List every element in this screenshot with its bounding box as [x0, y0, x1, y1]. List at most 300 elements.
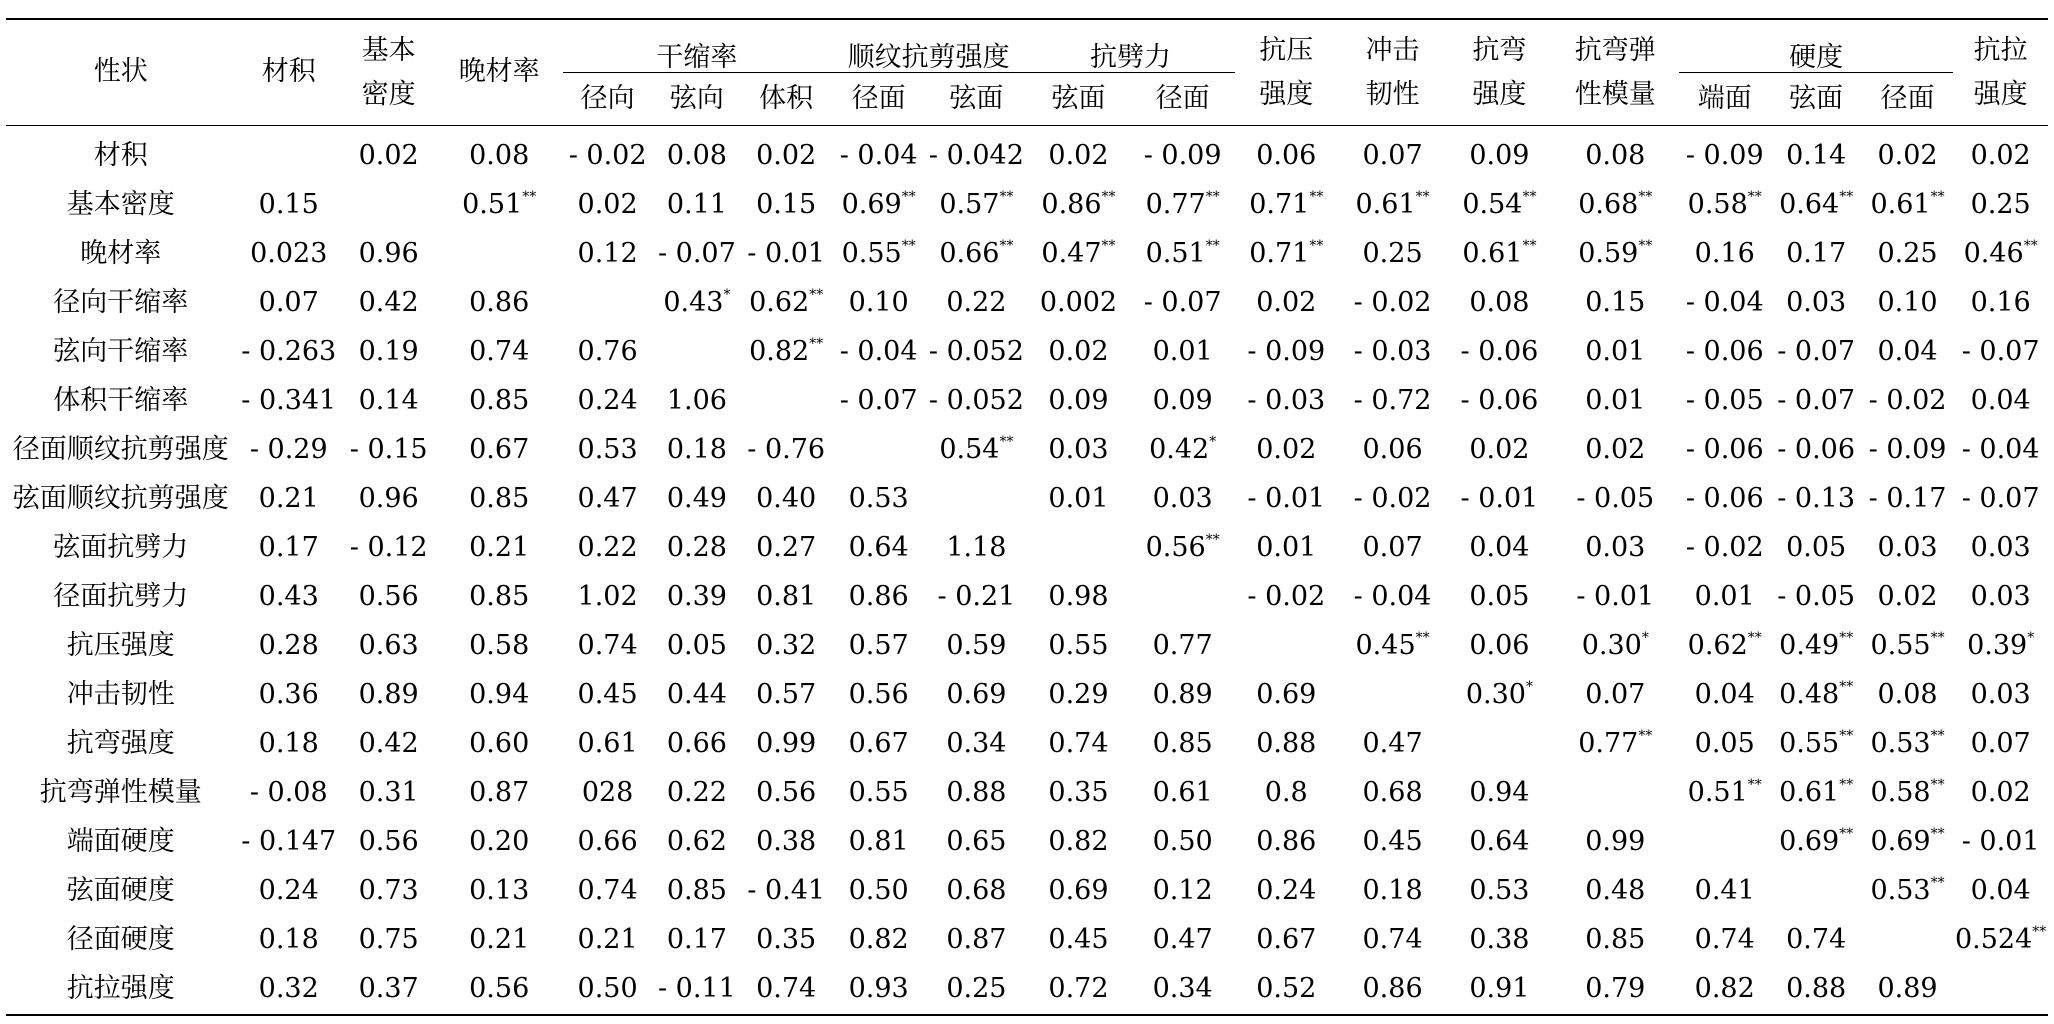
table-cell — [1235, 426, 1338, 475]
table-cell — [1862, 126, 1953, 182]
table-body — [6, 126, 2048, 1016]
cell-value: - 0.06 — [1685, 434, 1764, 466]
table-cell — [1953, 573, 2048, 622]
table-cell — [1338, 475, 1447, 524]
cell-value: 0.74 — [756, 973, 817, 1005]
cell-value: 0.36 — [258, 679, 319, 711]
cell-value: - 0.07 — [839, 385, 918, 417]
table-cell — [652, 965, 741, 1015]
table-cell — [1447, 524, 1551, 573]
cell-value: 0.67 — [469, 434, 530, 466]
table-cell — [1338, 916, 1447, 965]
table-cell — [563, 720, 652, 769]
cell-value: 0.09 — [1469, 140, 1530, 172]
table-cell — [1953, 279, 2048, 328]
cell-value: 0.17 — [258, 532, 319, 564]
significance-mark: ** — [1309, 238, 1324, 255]
row-label: 径面硬度 — [66, 924, 175, 956]
cell-value: 0.14 — [1786, 140, 1847, 172]
table-cell — [1862, 818, 1953, 867]
cell-value: - 0.04 — [839, 336, 918, 368]
cell-value: 0.56 — [358, 581, 419, 613]
table-cell — [831, 720, 927, 769]
cell-value: - 0.04 — [1961, 434, 2040, 466]
row-label: 径向干缩率 — [53, 287, 189, 319]
table-row — [6, 622, 2048, 671]
table-cell — [926, 573, 1026, 622]
table-cell — [1551, 377, 1679, 426]
table-cell — [342, 671, 436, 720]
cell-value: 0.68 — [1362, 777, 1423, 809]
cell-value: 0.34 — [946, 728, 1007, 760]
table-cell — [1551, 622, 1679, 671]
table-cell — [1862, 230, 1953, 279]
header-density: 基本 密度 — [342, 19, 436, 126]
cell-value: 0.86 — [469, 287, 530, 319]
header-cleavage-group: 抗劈力 — [1026, 19, 1234, 73]
significance-mark: ** — [809, 287, 824, 304]
table-cell — [1770, 328, 1861, 377]
table-cell — [563, 573, 652, 622]
header-volume: 材积 — [236, 19, 342, 126]
table-cell — [652, 818, 741, 867]
cell-value: 0.69 — [1048, 875, 1109, 907]
significance-mark: ** — [1839, 728, 1854, 745]
table-cell — [342, 230, 436, 279]
cell-value: - 0.263 — [241, 336, 337, 368]
table-row — [6, 126, 2048, 182]
table-header — [6, 19, 2048, 126]
table-cell — [1131, 573, 1235, 622]
table-cell — [742, 769, 831, 818]
cell-value: 0.08 — [1877, 679, 1938, 711]
table-cell — [1338, 377, 1447, 426]
cell-value: 0.42 — [358, 728, 419, 760]
table-cell — [342, 126, 436, 182]
significance-mark: ** — [1205, 189, 1220, 206]
table-cell — [563, 279, 652, 328]
table-cell — [1026, 126, 1130, 182]
cell-value: 0.64 — [1779, 189, 1840, 221]
cell-value: 0.02 — [1585, 434, 1646, 466]
table-cell — [1447, 622, 1551, 671]
cell-value: 0.45 — [577, 679, 638, 711]
table-cell — [1953, 769, 2048, 818]
cell-value: 0.18 — [1362, 875, 1423, 907]
table-cell — [236, 965, 342, 1015]
table-cell — [1131, 328, 1235, 377]
table-cell — [1679, 622, 1770, 671]
table-cell — [342, 377, 436, 426]
table-cell — [1551, 671, 1679, 720]
table-cell — [1953, 671, 2048, 720]
cell-value: 0.15 — [756, 189, 817, 221]
table-cell — [1679, 181, 1770, 230]
table-cell — [652, 230, 741, 279]
cell-value: 028 — [581, 777, 634, 809]
cell-value: 0.04 — [1970, 385, 2031, 417]
cell-value: - 0.13 — [1777, 483, 1856, 515]
table-cell — [1235, 573, 1338, 622]
table-cell — [1447, 769, 1551, 818]
cell-value: 0.28 — [258, 630, 319, 662]
cell-value: 0.77 — [1152, 630, 1213, 662]
cell-value: 0.16 — [1970, 287, 2031, 319]
cell-value: 0.39 — [666, 581, 727, 613]
cell-value: - 0.05 — [1685, 385, 1764, 417]
cell-value: 0.02 — [1256, 287, 1317, 319]
cell-value: 0.58 — [1870, 777, 1931, 809]
cell-value: 0.66 — [577, 826, 638, 858]
table-cell — [1447, 230, 1551, 279]
cell-value: 0.21 — [258, 483, 319, 515]
cell-value: - 0.06 — [1460, 385, 1539, 417]
cell-value: 0.53 — [1870, 728, 1931, 760]
table-cell — [1770, 126, 1861, 182]
cell-value: 0.51 — [462, 189, 523, 221]
table-cell — [742, 818, 831, 867]
table-cell — [1447, 573, 1551, 622]
cell-value: 0.04 — [1877, 336, 1938, 368]
table-cell — [652, 475, 741, 524]
row-label: 径面抗劈力 — [53, 581, 189, 613]
table-cell — [1131, 279, 1235, 328]
cell-value: 0.87 — [469, 777, 530, 809]
table-cell — [1953, 818, 2048, 867]
table-cell — [1862, 573, 1953, 622]
table-cell — [1235, 181, 1338, 230]
table-cell — [1131, 818, 1235, 867]
table-cell — [236, 126, 342, 182]
cell-value: 0.44 — [666, 679, 727, 711]
table-cell — [1447, 916, 1551, 965]
table-cell — [1131, 475, 1235, 524]
cell-value: 0.21 — [469, 924, 530, 956]
cell-value: 0.38 — [1469, 924, 1530, 956]
cell-value: 0.47 — [1041, 238, 1102, 270]
table-cell — [435, 867, 563, 916]
table-cell — [1131, 181, 1235, 230]
table-cell — [652, 867, 741, 916]
header-shear-tangential: 弦面 — [926, 73, 1026, 126]
cell-value: 0.49 — [666, 483, 727, 515]
table-cell — [1770, 818, 1861, 867]
cell-value: 0.01 — [1048, 483, 1109, 515]
table-cell — [742, 475, 831, 524]
table-cell — [1235, 720, 1338, 769]
cell-value: 0.002 — [1039, 287, 1118, 319]
cell-value: 0.03 — [1970, 581, 2031, 613]
table-cell — [1862, 524, 1953, 573]
table-cell — [1953, 230, 2048, 279]
table-cell — [1770, 867, 1861, 916]
cell-value: 0.10 — [848, 287, 909, 319]
cell-value: 0.38 — [756, 826, 817, 858]
table-cell — [435, 475, 563, 524]
table-cell — [1131, 867, 1235, 916]
header-hardness-tangential: 弦面 — [1770, 73, 1861, 126]
cell-value: 0.27 — [756, 532, 817, 564]
cell-value: 0.22 — [946, 287, 1007, 319]
table-cell — [1447, 328, 1551, 377]
cell-value: 0.89 — [1152, 679, 1213, 711]
table-cell — [831, 818, 927, 867]
table-cell — [742, 126, 831, 182]
table-cell — [1551, 573, 1679, 622]
significance-mark: * — [1209, 434, 1217, 451]
cell-value: 0.02 — [1970, 777, 2031, 809]
cell-value: 0.54 — [1462, 189, 1523, 221]
table-cell — [342, 181, 436, 230]
cell-value: 0.50 — [1152, 826, 1213, 858]
cell-value: 0.89 — [358, 679, 419, 711]
cell-value: 0.61 — [1462, 238, 1523, 270]
cell-value: 0.67 — [1256, 924, 1317, 956]
cell-value: - 0.41 — [747, 875, 826, 907]
cell-value: 0.74 — [469, 336, 530, 368]
cell-value: 0.48 — [1779, 679, 1840, 711]
table-cell — [1338, 622, 1447, 671]
header-tensile: 抗拉 强度 — [1953, 19, 2048, 126]
table-cell — [1862, 867, 1953, 916]
cell-value: 0.60 — [469, 728, 530, 760]
cell-value: 0.03 — [1585, 532, 1646, 564]
table-cell — [435, 524, 563, 573]
cell-value: 0.06 — [1256, 140, 1317, 172]
row-label: 抗拉强度 — [6, 965, 236, 1015]
table-cell — [1131, 916, 1235, 965]
significance-mark: ** — [1930, 875, 1945, 892]
cell-value: 0.88 — [1256, 728, 1317, 760]
table-row — [6, 426, 2048, 475]
cell-value: 0.69 — [1870, 826, 1931, 858]
cell-value: 0.58 — [469, 630, 530, 662]
significance-mark: ** — [1930, 777, 1945, 794]
cell-value: - 0.08 — [249, 777, 328, 809]
significance-mark: ** — [1638, 189, 1653, 206]
table-cell — [831, 671, 927, 720]
cell-value: 0.05 — [1786, 532, 1847, 564]
cell-value: 0.07 — [1585, 679, 1646, 711]
table-cell — [1131, 524, 1235, 573]
cell-value: 0.96 — [358, 483, 419, 515]
header-shear-radial: 径面 — [831, 73, 927, 126]
table-cell — [1679, 916, 1770, 965]
table-cell — [1551, 279, 1679, 328]
cell-value: 0.42 — [1149, 434, 1210, 466]
cell-value: 0.77 — [1578, 728, 1639, 760]
table-cell — [1447, 377, 1551, 426]
cell-value: 0.08 — [469, 140, 530, 172]
table-cell — [742, 328, 831, 377]
row-label: 端面硬度 — [66, 826, 175, 858]
table-cell — [563, 622, 652, 671]
cell-value: 0.04 — [1694, 679, 1755, 711]
table-cell — [1131, 720, 1235, 769]
cell-value: 0.22 — [577, 532, 638, 564]
correlation-table — [6, 18, 2048, 1016]
table-cell — [342, 720, 436, 769]
table-cell — [1770, 573, 1861, 622]
cell-value: 0.42 — [358, 287, 419, 319]
cell-value: 0.74 — [577, 875, 638, 907]
table-cell — [435, 916, 563, 965]
table-cell — [831, 916, 927, 965]
table-cell — [236, 867, 342, 916]
table-cell — [1551, 720, 1679, 769]
table-cell — [926, 328, 1026, 377]
table-cell — [435, 279, 563, 328]
cell-value: 0.94 — [1469, 777, 1530, 809]
cell-value: 0.13 — [469, 875, 530, 907]
cell-value: 0.82 — [1694, 973, 1755, 1005]
cell-value: 0.07 — [1970, 728, 2031, 760]
table-cell — [1026, 426, 1130, 475]
cell-value: 0.24 — [1256, 875, 1317, 907]
cell-value: 0.02 — [1256, 434, 1317, 466]
table-cell — [1551, 965, 1679, 1015]
table-cell — [1026, 671, 1130, 720]
table-cell — [1770, 475, 1861, 524]
table-row — [6, 769, 2048, 818]
significance-mark: ** — [522, 189, 537, 206]
table-cell — [236, 475, 342, 524]
header-shrinkage-group: 干缩率 — [563, 19, 831, 73]
significance-mark: ** — [1747, 777, 1762, 794]
significance-mark: * — [723, 287, 731, 304]
table-cell — [1447, 279, 1551, 328]
table-cell — [435, 126, 563, 182]
table-cell — [831, 328, 927, 377]
cell-value: 0.18 — [666, 434, 727, 466]
cell-value: 0.01 — [1585, 385, 1646, 417]
header-latewood: 晚材率 — [435, 19, 563, 126]
cell-value: 0.69 — [841, 189, 902, 221]
cell-value: 0.74 — [1362, 924, 1423, 956]
table-cell — [831, 426, 927, 475]
cell-value: 0.51 — [1687, 777, 1748, 809]
cell-value: - 0.06 — [1777, 434, 1856, 466]
cell-value: 0.04 — [1970, 875, 2031, 907]
cell-value: 0.55 — [841, 238, 902, 270]
cell-value: 1.06 — [666, 385, 727, 417]
cell-value: 0.05 — [1694, 728, 1755, 760]
cell-value: - 0.07 — [1777, 385, 1856, 417]
table-cell — [1551, 126, 1679, 182]
cell-value: 0.56 — [848, 679, 909, 711]
table-cell — [563, 867, 652, 916]
cell-value: 0.68 — [946, 875, 1007, 907]
cell-value: 0.34 — [1152, 973, 1213, 1005]
table-cell — [1131, 426, 1235, 475]
table-cell — [926, 475, 1026, 524]
cell-value: 1.02 — [577, 581, 638, 613]
significance-mark: ** — [1930, 728, 1945, 745]
table-cell — [926, 126, 1026, 182]
table-cell — [1862, 181, 1953, 230]
table-cell — [652, 377, 741, 426]
cell-value: 0.35 — [1048, 777, 1109, 809]
table-cell — [1679, 377, 1770, 426]
cell-value: - 0.06 — [1460, 336, 1539, 368]
table-row — [6, 720, 2048, 769]
table-cell — [1679, 867, 1770, 916]
cell-value: - 0.07 — [1961, 336, 2040, 368]
table-cell — [1770, 769, 1861, 818]
table-cell — [1770, 916, 1861, 965]
cell-value: 0.74 — [1048, 728, 1109, 760]
table-cell — [1862, 622, 1953, 671]
cell-value: 0.39 — [1967, 630, 2028, 662]
table-cell — [236, 818, 342, 867]
cell-value: 0.68 — [1578, 189, 1639, 221]
cell-value: 0.85 — [666, 875, 727, 907]
cell-value: 0.47 — [1362, 728, 1423, 760]
cell-value: 0.06 — [1362, 434, 1423, 466]
cell-value: 0.02 — [1877, 581, 1938, 613]
table-cell — [1447, 671, 1551, 720]
table-cell — [435, 818, 563, 867]
cell-value: 0.02 — [577, 189, 638, 221]
table-cell — [1551, 867, 1679, 916]
table-cell — [1679, 230, 1770, 279]
table-cell — [1862, 916, 1953, 965]
cell-value: 0.41 — [1694, 875, 1755, 907]
cell-value: 0.85 — [1152, 728, 1213, 760]
cell-value: 0.09 — [1152, 385, 1213, 417]
table-cell — [831, 867, 927, 916]
table-cell — [1447, 720, 1551, 769]
table-cell — [1131, 622, 1235, 671]
table-cell — [1026, 720, 1130, 769]
table-cell — [1235, 279, 1338, 328]
cell-value: 0.56 — [756, 777, 817, 809]
table-cell — [435, 230, 563, 279]
significance-mark: ** — [1415, 630, 1430, 647]
significance-mark: * — [1525, 679, 1533, 696]
cell-value: 0.73 — [358, 875, 419, 907]
cell-value: 0.023 — [250, 238, 328, 270]
table-cell — [1338, 720, 1447, 769]
table-cell — [435, 377, 563, 426]
cell-value: 0.06 — [1469, 630, 1530, 662]
cell-value: 0.86 — [1256, 826, 1317, 858]
cell-value: - 0.147 — [241, 826, 337, 858]
cell-value: 0.55 — [1870, 630, 1931, 662]
table-cell — [1770, 230, 1861, 279]
significance-mark: ** — [1839, 777, 1854, 794]
cell-value: 0.51 — [1145, 238, 1206, 270]
significance-mark: ** — [901, 189, 916, 206]
cell-value: 0.12 — [577, 238, 638, 270]
table-cell — [1862, 671, 1953, 720]
cell-value: 0.71 — [1249, 189, 1310, 221]
table-cell — [1953, 328, 2048, 377]
table-cell — [742, 965, 831, 1015]
table-cell — [652, 916, 741, 965]
table-cell — [926, 181, 1026, 230]
cell-value: 0.02 — [1469, 434, 1530, 466]
table-cell — [652, 328, 741, 377]
row-label: 体积干缩率 — [53, 385, 189, 417]
table-cell — [831, 377, 927, 426]
table-cell — [926, 524, 1026, 573]
row-label: 弦面硬度 — [66, 875, 175, 907]
table-cell — [563, 426, 652, 475]
significance-mark: ** — [1101, 189, 1116, 206]
cell-value: 0.82 — [749, 336, 810, 368]
cell-value: - 0.042 — [928, 140, 1024, 172]
